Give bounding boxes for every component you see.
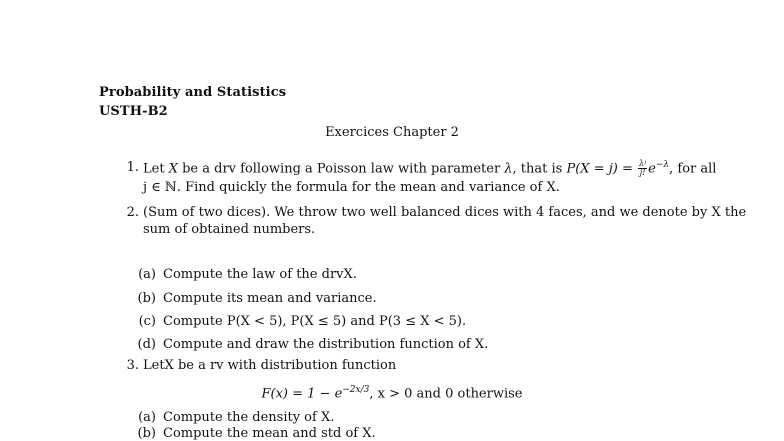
exercise-1-line-1: Let X be a drv following a Poisson law with parameter λ, that is P(X = j) = $\frac{\text{λʲ}}{j!}$ $e^{-\lambda}$, for all — [143, 159, 717, 178]
exercise-2c-text: Compute P(X < 5), P(X ≤ 5) and P(3 ≤ X < 5). — [163, 314, 467, 329]
exercise-2-line-2: sum of obtained numbers. — [143, 222, 316, 237]
distribution-function-equation: $F(x) = 1 - e^{-2x/3}$, x > 0 and 0 otherwise — [261, 385, 523, 402]
exercise-2a-label: (a) — [138, 267, 156, 282]
class-code: USTH-B2 — [99, 104, 168, 119]
poisson-fraction: $\frac{\text{λʲ}}{j!}$ — [638, 159, 647, 178]
course-title: Probability and Statistics — [99, 85, 287, 100]
exercise-3a-label: (a) — [138, 410, 156, 425]
exercise-2b-text: Compute its mean and variance. — [163, 291, 377, 306]
exercise-2b-label: (b) — [137, 291, 156, 306]
exercise-3-number: 3. — [126, 358, 139, 373]
exercise-2d-label: (d) — [137, 337, 156, 352]
document-title: Exercices Chapter 2 — [325, 125, 459, 140]
exercise-2a-text: Compute the law of the drvX. — [163, 267, 357, 282]
exercise-2-number: 2. — [126, 205, 139, 220]
exercise-2d-text: Compute and draw the distribution function of X. — [163, 337, 489, 352]
exercise-1-line-2: j ∈ ℕ. Find quickly the formula for the mean and variance of X. — [143, 180, 560, 195]
exercise-3b-text: Compute the mean and std of X. — [163, 426, 376, 441]
exercise-1-number: 1. — [126, 160, 139, 175]
exercise-2c-label: (c) — [138, 314, 156, 329]
exercise-3b-label: (b) — [137, 426, 156, 441]
exercise-3-line-1: LetX be a rv with distribution function — [143, 358, 397, 373]
exercise-2-line-1: (Sum of two dices). We throw two well balanced dices with 4 faces, and we denote by X the — [143, 205, 747, 220]
exercise-3a-text: Compute the density of X. — [163, 410, 335, 425]
